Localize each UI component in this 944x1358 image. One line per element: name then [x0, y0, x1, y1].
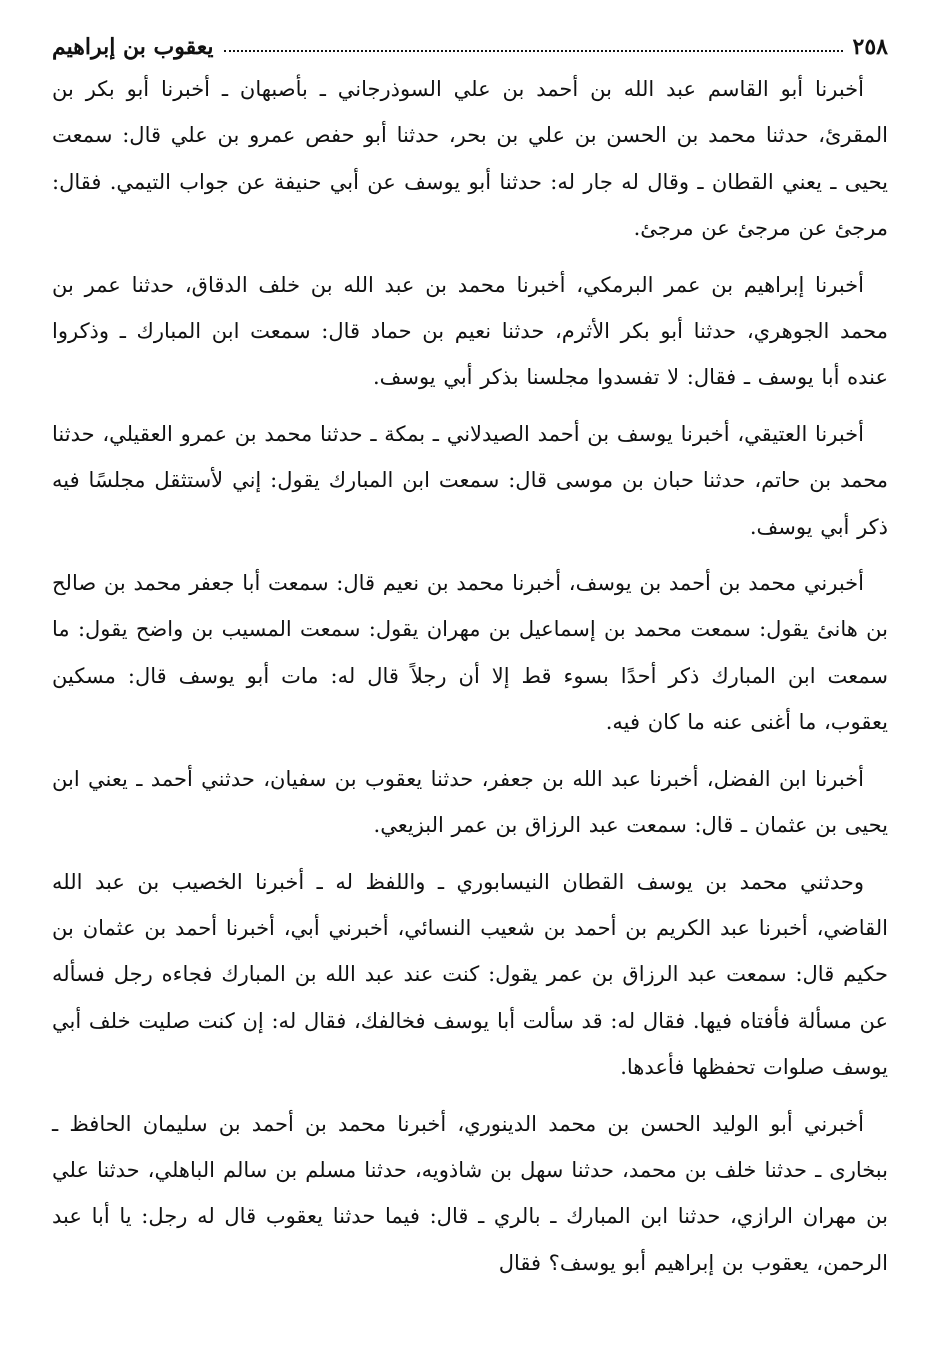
paragraph: أخبرنا أبو القاسم عبد الله بن أحمد بن علي السوذرجاني ـ بأصبهان ـ أخبرنا أبو بكر بن المقرئ، حدثنا محمد بن الحسن بن علي بن بحر، حدثنا أبو حفص عمرو بن علي قال: سمعت يحيى ـ يعني القطان ـ وقال له جار له: حدثنا أبو يوسف عن أبي حنيفة عن جواب التيمي. فقال: مرجئ عن مرجئ عن مرجئ.: [52, 77, 888, 241]
page-number: ٢٥٨: [852, 34, 888, 60]
header-dotted-leader: [224, 50, 843, 52]
page-body: [52, 66, 888, 1296]
paragraph: أخبرني محمد بن أحمد بن يوسف، أخبرنا محمد بن نعيم قال: سمعت أبا جعفر محمد بن صالح بن هانئ يقول: سمعت محمد بن إسماعيل بن مهران يقول: سمعت المسيب بن واضح يقول: ما سمعت ابن المبارك ذكر أحدًا بسوء قط إلا أن رجلاً قال له: مات أبو يوسف قال: مسكين يعقوب، ما أغنى عنه ما كان فيه.: [52, 571, 888, 735]
paragraph: أخبرنا العتيقي، أخبرنا يوسف بن أحمد الصيدلاني ـ بمكة ـ حدثنا محمد بن عمرو العقيلي، حدثنا محمد بن حاتم، حدثنا حبان بن موسى قال: سمعت ابن المبارك يقول: إني لأستثقل مجلسًا فيه ذكر أبي يوسف.: [52, 421, 889, 539]
paragraph: وحدثني محمد بن يوسف القطان النيسابوري ـ واللفظ له ـ أخبرنا الخصيب بن عبد الله القاضي، أخبرنا عبد الكريم بن أحمد بن شعيب النسائي، أخبرني أبي، أخبرنا أحمد بن عثمان بن حكيم قال: سمعت عبد الرزاق بن عمر يقول: كنت عند عبد الله بن المبارك فجاءه رجل فسأله عن مسألة فأفتاه فيها. فقال له: قد سألت أبا يوسف فخالفك، فقال له: إن كنت صليت خلف أبي يوسف صلوات تحفظها فأعدها.: [52, 869, 888, 1080]
paragraph: أخبرنا إبراهيم بن عمر البرمكي، أخبرنا محمد بن عبد الله بن خلف الدقاق، حدثنا عمر بن محمد الجوهري، حدثنا أبو بكر الأثرم، حدثنا نعيم بن حماد قال: سمعت ابن المبارك ـ وذكروا عنده أبا يوسف ـ فقال: لا تفسدوا مجلسنا بذكر أبي يوسف.: [52, 272, 888, 390]
page-header: [52, 30, 888, 64]
paragraph: أخبرنا ابن الفضل، أخبرنا عبد الله بن جعفر، حدثنا يعقوب بن سفيان، حدثني أحمد ـ يعني ابن يحيى بن عثمان ـ قال: سمعت عبد الرزاق بن عمر البزيعي.: [52, 766, 888, 838]
running-title: يعقوب بن إبراهيم: [52, 34, 214, 60]
paragraph: أخبرني أبو الوليد الحسن بن محمد الدينوري، أخبرنا محمد بن أحمد بن سليمان الحافظ ـ ببخارى ـ حدثنا خلف بن محمد، حدثنا سهل بن شاذويه، حدثنا مسلم بن سالم الباهلي، حدثنا علي بن مهران الرازي، حدثنا ابن المبارك ـ بالري ـ قال: فيما حدثنا يعقوب قال له رجل: يا أبا عبد الرحمن، يعقوب بن إبراهيم أبو يوسف؟ فقال: [52, 1111, 888, 1275]
